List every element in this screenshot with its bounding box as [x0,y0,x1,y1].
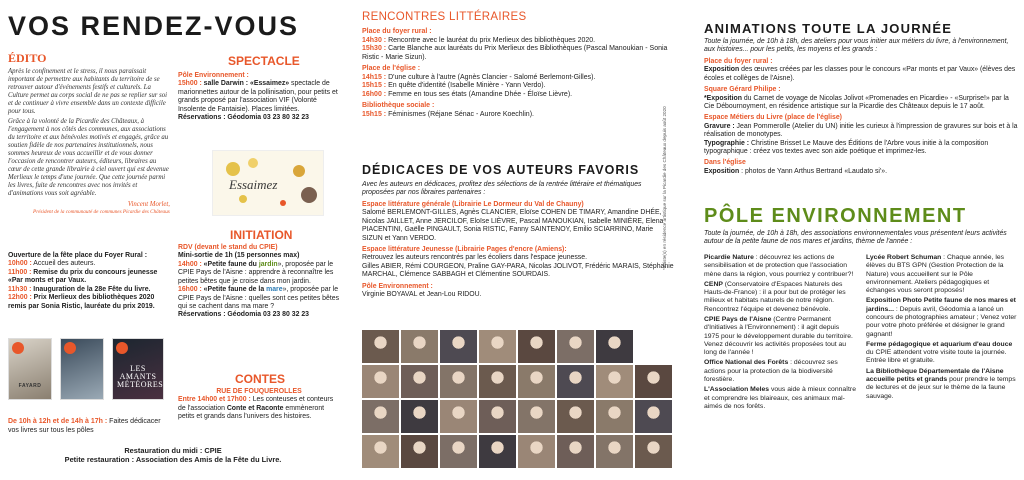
animation-item-title: Typographie : [704,139,750,147]
schedule-time: 10h00 : [8,260,32,268]
author-portrait [518,435,555,468]
author-portrait [596,330,633,363]
pole-entry-title: Office National des Forêts [704,359,789,367]
author-portrait [362,365,399,398]
initiation-heading: INITIATION [230,228,293,242]
initiation-sortie: Mini-sortie de 1h (15 personnes max) [178,252,300,260]
pole-heading: PÔLE ENVIRONNEMENT [704,205,967,227]
spectacle-sub: Pôle Environnement : [178,72,249,79]
animation-item [704,95,1020,112]
pole-entry-text: vous aide à mieux connaître et comprendre les blaireaux, ces animaux mal-aimés de nos forêts. [704,386,856,410]
edito-text [8,68,170,215]
initiation-time: 16h00 : [178,286,202,294]
espace-text: Virginie BOYAVAL et Jean-Lou RIDOU. [362,291,482,299]
pole-entry [866,254,1020,295]
author-portrait [362,435,399,468]
venue-time: 16h00 : [362,90,387,98]
venue-text: Rencontre avec le lauréat du prix Merlieux des bibliothèques 2020. [388,36,596,44]
pole-entry-text: du CPIE attendent votre visite toute la journée. Entrée libre et gratuite. [866,349,1007,365]
pole-entry-text: : Chaque année, les élèves du BTS GPN (Gestion Protection de la Nature) vous accueillent sur le Pôle environnement. Ateliers pédagogiques et échanges vous seront proposés! [866,254,1005,295]
animation-place: Square Gérard Philipe : [704,86,781,94]
dedicaces-intro: Avec les auteurs en dédicaces, profitez des sélections de la rentrée littéraire et thématiques proposées par nos libraires partenaires : [362,181,642,197]
initiation-reservation: Réservations : Géodomia 03 23 80 32 23 [178,311,309,319]
edito-para: Après le confinement et le stress, il nous paraissait important de permettre aux habitants du territoire de se retrouver autour d'événements festifs et culturels. La Culture permet au corps social de ne pas se replier sur soi et de continuer à vivre ensemble dans un contexte difficile pour tous. [8,68,168,116]
pole-entry [704,316,856,357]
animation-item-text: Christine Brisset Le Mauve des Éditions de l'Arbre vous initie à la composition typographique : créez vos textes avec son aide poétique et imprimez-les. [704,139,989,156]
venue [362,102,674,119]
author-portrait [518,330,555,363]
pole-entry [704,386,856,411]
author-portrait [440,330,477,363]
prize-badge-icon [12,342,24,354]
espace-text: Gilles ABIER, Rémi COURGEON, Praline GAY-PARA, Nicolas JOLIVOT, Frédéric MARAIS, Stéphanie MARCHAL, Clémence SABBAGH et Clémentine SOURDAIS. [362,262,674,279]
initiation-item [178,286,340,311]
pole-entry-title: CPIE Pays de l'Aisne [704,315,772,323]
schedule-text: Remise du prix du concours jeunesse «Par monts et par Vaux. [8,268,158,285]
espace-text: Retrouvez les auteurs rencontrés par les écoliers dans l'espace jeunesse. [362,254,587,262]
venue-time: 14h30 : [362,36,387,44]
animation-item-text: : photos de Yann Arthus Bertrand «Laudato si'». [739,167,888,175]
animation-item-title: Gravure : [704,122,735,130]
author-portrait [557,435,594,468]
restauration [8,446,338,464]
initiation-title: «Petite faune du [203,260,259,268]
venue-text: En quête d'identité (Isabelle Minière - Yann Verdo). [388,82,546,90]
animation-item-text: des œuvres créées par les classes pour le concours «Par monts et par Vaux» (élèves des écoles et collèges de l'Aisne). [704,66,1016,82]
venue-name: Bibliothèque sociale : [362,102,435,110]
espace-title: Pôle Environnement : [362,282,433,290]
author-portrait [596,365,633,398]
dedicaces-heading: DÉDICACES DE VOS AUTEURS FAVORIS [362,163,640,177]
spectacle-venue: salle Darwin : [203,80,249,88]
edito-heading: ÉDITO [8,51,47,65]
pole-entry-title: CENP [704,280,723,288]
spectacle-reservation: Réservations : Géodomia 03 23 80 32 23 [178,114,309,122]
book-cover-title: FAYARD [18,382,42,389]
pole-entry [866,341,1020,366]
author-portrait [557,330,594,363]
book-cover [8,338,52,400]
pole-entry-title: Lycée Robert Schuman [866,254,942,261]
dedicaces-block [362,181,674,299]
venue [362,28,674,62]
contes-text: emmèneront petits et grands dans l'univers des histoires. [178,404,325,421]
animation-item [704,66,1020,83]
contes-desc [178,396,340,421]
animation-item [704,140,1020,157]
signing-text: Faites dédicacer vos livres sur tous les pôles [8,418,161,434]
contes-heading: CONTES [235,372,286,386]
schedule-intro: Ouverture de la fête place du Foyer Rural : [8,252,148,259]
pole-entry-text: pour prendre le temps de lectures et de jeux sur le thème de la faune sauvage. [866,375,1016,400]
edito-para: Grâce à la volonté de la Picardie des Châteaux, à l'engagement à nos côtés des communes, aux associations du territoire et aux bénévoles motivés et engagés, grâce au soutien fidèle de nos partenaires institutionnels, nous sommes heureux de vous accueillir et de vous donner l'occasion de rencontrer auteurs, éditeurs, libraires au cœur de cette grande librairie à ciel ouvert qui est devenue Merlieux le temps d'une journée. Que cette journée parmi les livres, fuite de rencontres avec nos invités et d'animations vous soit agréable. [8,118,169,198]
schedule-text: Prix Merlieux des bibliothèques 2020 remis par Sonia Ristic, lauréate du prix 2019. [8,294,155,310]
animation-item [704,168,1020,176]
venue-name: Place de l'église : [362,65,421,73]
animation-place: Dans l'église [704,159,746,167]
pole-entry-text: : découvrez les actions de sensibilisation et de protection que l'association mène dans la région, vous pourriez y contribuer?! [704,254,854,278]
animation-item-text: du Carnet de voyage de Nicolas Jolivot «Promenades en Picardie» - «Surprise!» par la Cie Débournoyment, en résidence artistique sur la Picardie des Châteaux depuis le 17 août. [704,94,1009,110]
book-cover-title: LES AMANTS MÉTÉORES [117,364,164,389]
venue-time: 14h15 : [362,73,387,81]
initiation-time: 14h00 : [178,260,202,268]
rencontres-block [362,28,674,119]
author-portrait [479,400,516,433]
book-cover [112,338,164,400]
author-portrait [635,400,672,433]
contes-sub: RUE DE FOUQUEROLLES [216,388,302,395]
author-portrait [401,435,438,468]
espace-title: Espace littérature Jeunesse (Librairie Pages d'encre (Amiens): [362,245,567,253]
venue-time: 15h30 : [362,45,387,53]
spectacle-desc [178,80,340,114]
pole-entry-title: Picardie Nature [704,254,754,261]
pole-entry-text: : Depuis avril, Géodomia a lancé un concours de photographies amateur ; Venez voter pour votre photo préférée et désigner le grand gagnant! [866,305,1017,338]
spectacle-block [178,72,340,123]
author-portrait [401,365,438,398]
author-portrait [479,435,516,468]
author-portrait [362,330,399,363]
schedule-row [8,269,170,286]
animation-item-title: Exposition [704,66,740,74]
pole-intro: Toute la journée, de 10h à 18h, des associations environnementales vous présentent leurs activités autour de la petite faune de nos mares et jardins, thème de l'année : [704,230,1007,246]
edito-signature: Vincent Morlet, [127,201,170,209]
animation-item-text: Jean Pommerolle (Atelier du UN) initie les curieux à l'impression de gravures sur bois et à la réalisation de monotypes. [704,122,1018,139]
essaimez-poster [212,150,324,216]
animation-item [704,123,1020,140]
venue-text: Femme en tous ses états (Amandine Dhée - Éloïse Lièvre). [388,90,573,98]
page-title: VOS RENDEZ-VOUS [8,11,300,41]
spectacle-time: 15h00 : [178,80,202,88]
initiation-sub: RDV (devant le stand du CPIE) [178,244,278,251]
venue-text: Carte Blanche aux lauréats du Prix Merlieux des Bibliothèques (Pascal Manoukian - Sonia Ristic - Marie Sizun). [362,45,668,61]
restauration-line: Petite restauration : Association des Amis de la Fête du Livre. [64,455,282,465]
espace-text: Salomé BERLEMONT-GILLES, Agnès CLANCIER, Eloïse COHEN DE TIMARY, Amandine DHÉE, Nicolas JAILLET, Anne JERCILOF, Eloïse LIÈVRE, Pascal MANOUKIAN, Isabelle MINIÈRE, Elena PIACENTINI, Gaëlle PINGAULT, Sonia RISTIC, Fanny SAINTENOY, Emilio SCIARRINO, Marie SIZUN et Yann VERDO. [362,209,664,242]
schedule-text: Accueil des auteurs. [33,260,96,268]
initiation-highlight: jardin [258,260,278,268]
venue-row [362,82,674,91]
venue-text: D'une culture à l'autre (Agnès Clancier - Salomé Berlemont-Gilles). [388,73,596,81]
author-portrait [596,435,633,468]
edito-signature-role: Président de la communauté de communes Picardie des Châteaux [33,209,170,216]
schedule-text: Inauguration de la 28e Fête du livre. [33,285,151,293]
venue-row [362,45,674,62]
animations-intro: Toute la journée, de 10h à 18h, des ateliers pour vous initier aux métiers du livre, à l'environnement, aux histoires... pour les petits, les moyens et les grands : [704,38,1009,54]
venue-time: 15h15 : [362,110,387,118]
contes-text: Les conteuses et conteurs de l'association [178,396,334,412]
pole-entry-text: (Centre Permanent d'Initiatives à l'Environnement) : il agit depuis 1975 pour le développement durable du territoire. Venez découvrir les activités proposées tout au long de l'année ! [704,315,853,357]
prize-badge-icon [64,342,76,354]
pole-entry-title: Ferme pédagogique et aquarium d'eau douce [866,340,1013,348]
prize-badge-icon [116,342,128,354]
author-portrait [440,365,477,398]
signing-time: De 10h à 12h et de 14h à 17h : [8,418,108,425]
schedule-row [8,286,170,294]
pole-entry [866,297,1020,338]
venue-row [362,74,674,83]
panel-middle [346,0,682,480]
signing-hours [8,418,172,435]
spectacle-heading: SPECTACLE [228,54,300,68]
restauration-line: Restauration du midi : CPIE [124,446,222,455]
spectacle-text: spectacle de marionnettes autour de la pollinisation, pour petits et grands proposé par l'association VIF (Volonté Insolente de Fantaisie). Places limitées. [178,80,338,113]
schedule-time: 12h00 : [8,294,32,302]
schedule-row [8,294,170,311]
initiation-item [178,261,340,286]
schedule-time: 11h00 : [8,268,32,276]
pole-right-column [866,254,1020,403]
pole-entry-title: Exposition Photo Petite faune de nos mares et jardins... [866,297,1016,313]
venue-time: 15h15 : [362,82,387,90]
author-portrait [518,365,555,398]
author-portrait [440,435,477,468]
animations-block [704,38,1020,176]
venue-text: Féminismes (Réjane Sénac - Aurore Koechlin). [388,110,534,118]
pole-entry-text: (Conservatoire d'Espaces Naturels des Hauts-de-France) : il a pour but de protéger les milieux et habitats naturels de notre région. Rencontrez l'équipe et devenez bénévole. [704,280,846,313]
venue-row [362,91,674,100]
book-cover [60,338,104,400]
panel-right [684,0,1024,480]
venue [362,65,674,99]
author-portrait [518,400,555,433]
schedule-row [8,260,170,268]
author-portrait [362,400,399,433]
panel-left [0,0,344,480]
venue-row [362,37,674,46]
initiation-text: », proposée par le CPIE Pays de l'Aisne : quelles sont ces petites bêtes qui se cachent dans ma mare ? [178,286,340,310]
pole-entry [704,359,856,384]
author-portrait [635,365,672,398]
pole-entry-text: : découvrez ses actions pour la protection de la biodiversité forestière. [704,359,838,383]
author-portrait [596,400,633,433]
contes-time: Entre 14h00 et 17h00 : [178,396,251,404]
author-portrait [635,435,672,468]
pole-left-column [704,254,856,413]
animation-item-title: Exposition [704,167,740,175]
opening-schedule [8,252,170,311]
initiation-block [178,244,340,320]
author-photo-grid [362,330,670,470]
pole-entry [704,254,856,279]
author-portrait [401,400,438,433]
animation-place: Place du foyer rural : [704,57,773,65]
pole-entry-title: La Bibliothèque Départementale de l'Aisne accueille petits et grands [866,367,1004,383]
author-portrait [557,365,594,398]
initiation-text: », proposée par le CPIE Pays de l'Aisne : apprendre à reconnaître les petites bêtes que je croise dans mon jardin. [178,260,334,285]
spectacle-title: «Essaimez» [250,80,290,88]
pole-entry-title: L'Association Meles [704,386,770,394]
contes-name: Conte et Raconte [226,404,284,412]
author-portrait [440,400,477,433]
rencontres-heading: RENCONTRES LITTÉRAIRES [362,11,527,23]
animations-heading: ANIMATIONS TOUTE LA JOURNÉE [704,21,953,36]
venue-name: Place du foyer rural : [362,28,432,35]
pole-entry [866,368,1020,401]
initiation-title: «Petite faune de la [203,286,267,294]
poster-title: Essaimez [229,177,278,192]
author-portrait [557,400,594,433]
author-portrait [479,330,516,363]
animation-place: Espace Métiers du Livre (place de l'église) [704,114,842,122]
residence-note: *artiste(s) en résidence artistique sur la Picardie des Châteaux depuis août 2020 [662,106,667,270]
animation-item-title: *Exposition [704,94,742,102]
author-portrait [479,365,516,398]
initiation-highlight: mare [266,286,283,294]
schedule-time: 11h30 : [8,285,32,293]
espace-title: Espace littérature générale (Librairie Le Dormeur du Val de Chauny) [362,200,584,208]
venue-row [362,111,674,120]
contes-block [178,388,340,422]
author-portrait [401,330,438,363]
pole-entry [704,281,856,314]
